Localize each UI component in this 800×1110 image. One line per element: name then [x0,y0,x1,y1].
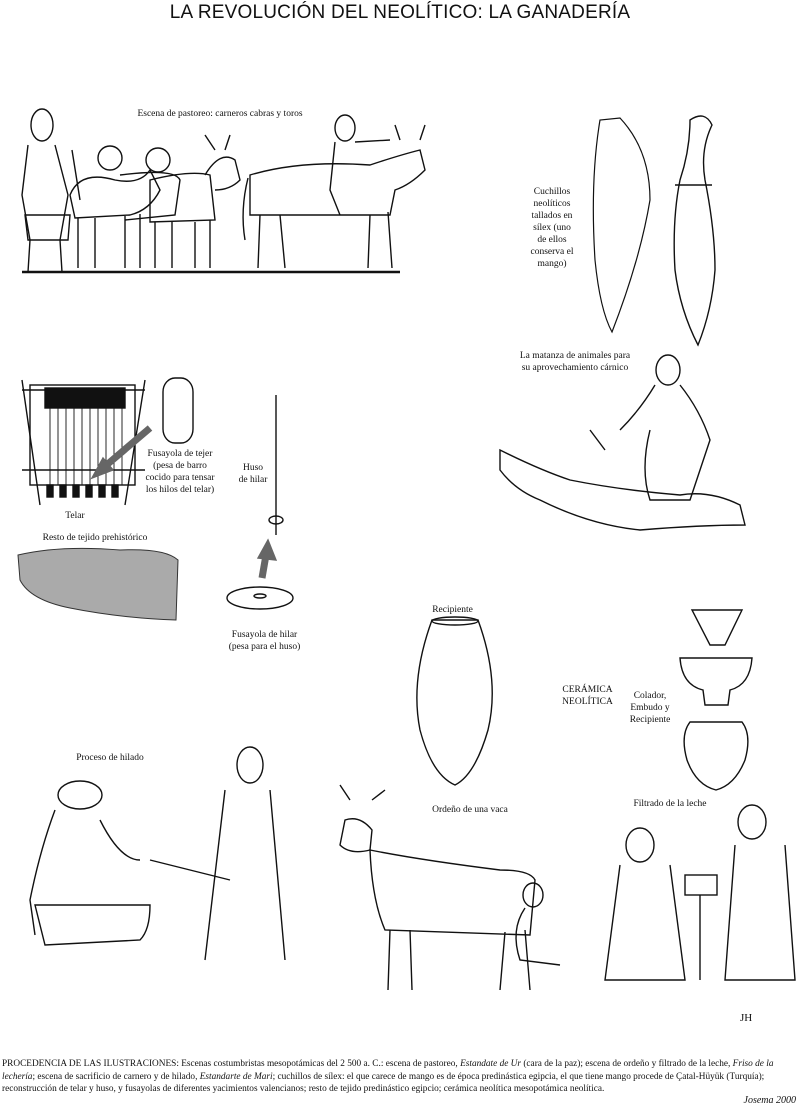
loom-drawing [22,380,145,505]
label-slaughter: La matanza de animales para su aprovechamiento cárnico [519,351,631,373]
sources-footer: PROCEDENCIA DE LAS ILUSTRACIONES: Escenas costumbristas mesopotámicas del 2 500 a. C.: escena de pastoreo, Estandate de Ur (cara de la paz); escena de ordeño y filtrado de la leche, Friso de la lechería; escena de sacrificio de carnero y de hilado, Estandarte de Mari; cuchillos de sílex: el que carece de mango es de época predinástica egipcia, el que tiene mango procede de Çatal-Hüyük (Turquía); reconstrucción de telar y huso, y fusayolas de diferentes yacimientos valencianos; resto de tejido predinástico egipcio; cerámica neolítica mesopotámica neolítica. [2,1059,774,1094]
label-loom: Telar [65,511,85,521]
label-spinning: Proceso de hilado [76,753,144,763]
label-herding: Escena de pastoreo: carneros cabras y toros [137,109,303,119]
page-title: LA REVOLUCIÓN DEL NEOLÍTICO: LA GANADERÍA [169,2,631,23]
textile-fragment-drawing [18,548,178,620]
label-loom-weight: Fusayola de tejer (pesa de barro cocido para tensar los hilos del telar) [145,449,215,495]
ceramics-drawing [680,610,752,790]
signature: Josema 2000 [743,1095,796,1106]
herding-scene-drawing [22,109,425,272]
spindle-drawing [269,395,283,535]
spinning-scene-drawing [30,747,285,960]
label-spindle: Huso de hilar [238,463,268,485]
label-ceramics: CERÁMICA NEOLÍTICA [562,685,613,707]
label-textile-fragment: Resto de tejido prehistórico [42,533,148,543]
label-milking: Ordeño de una vaca [432,805,508,815]
vessel-drawing [417,620,492,785]
label-flint-knives: Cuchillos neolíticos tallados en sílex (uno de ellos conserva el mango) [530,187,574,269]
filtering-scene-drawing [605,805,795,980]
loom-weight-drawing [163,378,193,443]
label-strainer: Colador, Embudo y Recipiente [629,691,671,725]
label-filtering: Filtrado de la leche [633,799,707,809]
monogram: JH [740,1012,753,1024]
slaughter-scene-drawing [500,355,745,530]
label-vessel: Recipiente [432,605,473,615]
flint-knives-drawing [593,116,715,345]
label-spindle-whorl: Fusayola de hilar (pesa para el huso) [228,630,301,652]
